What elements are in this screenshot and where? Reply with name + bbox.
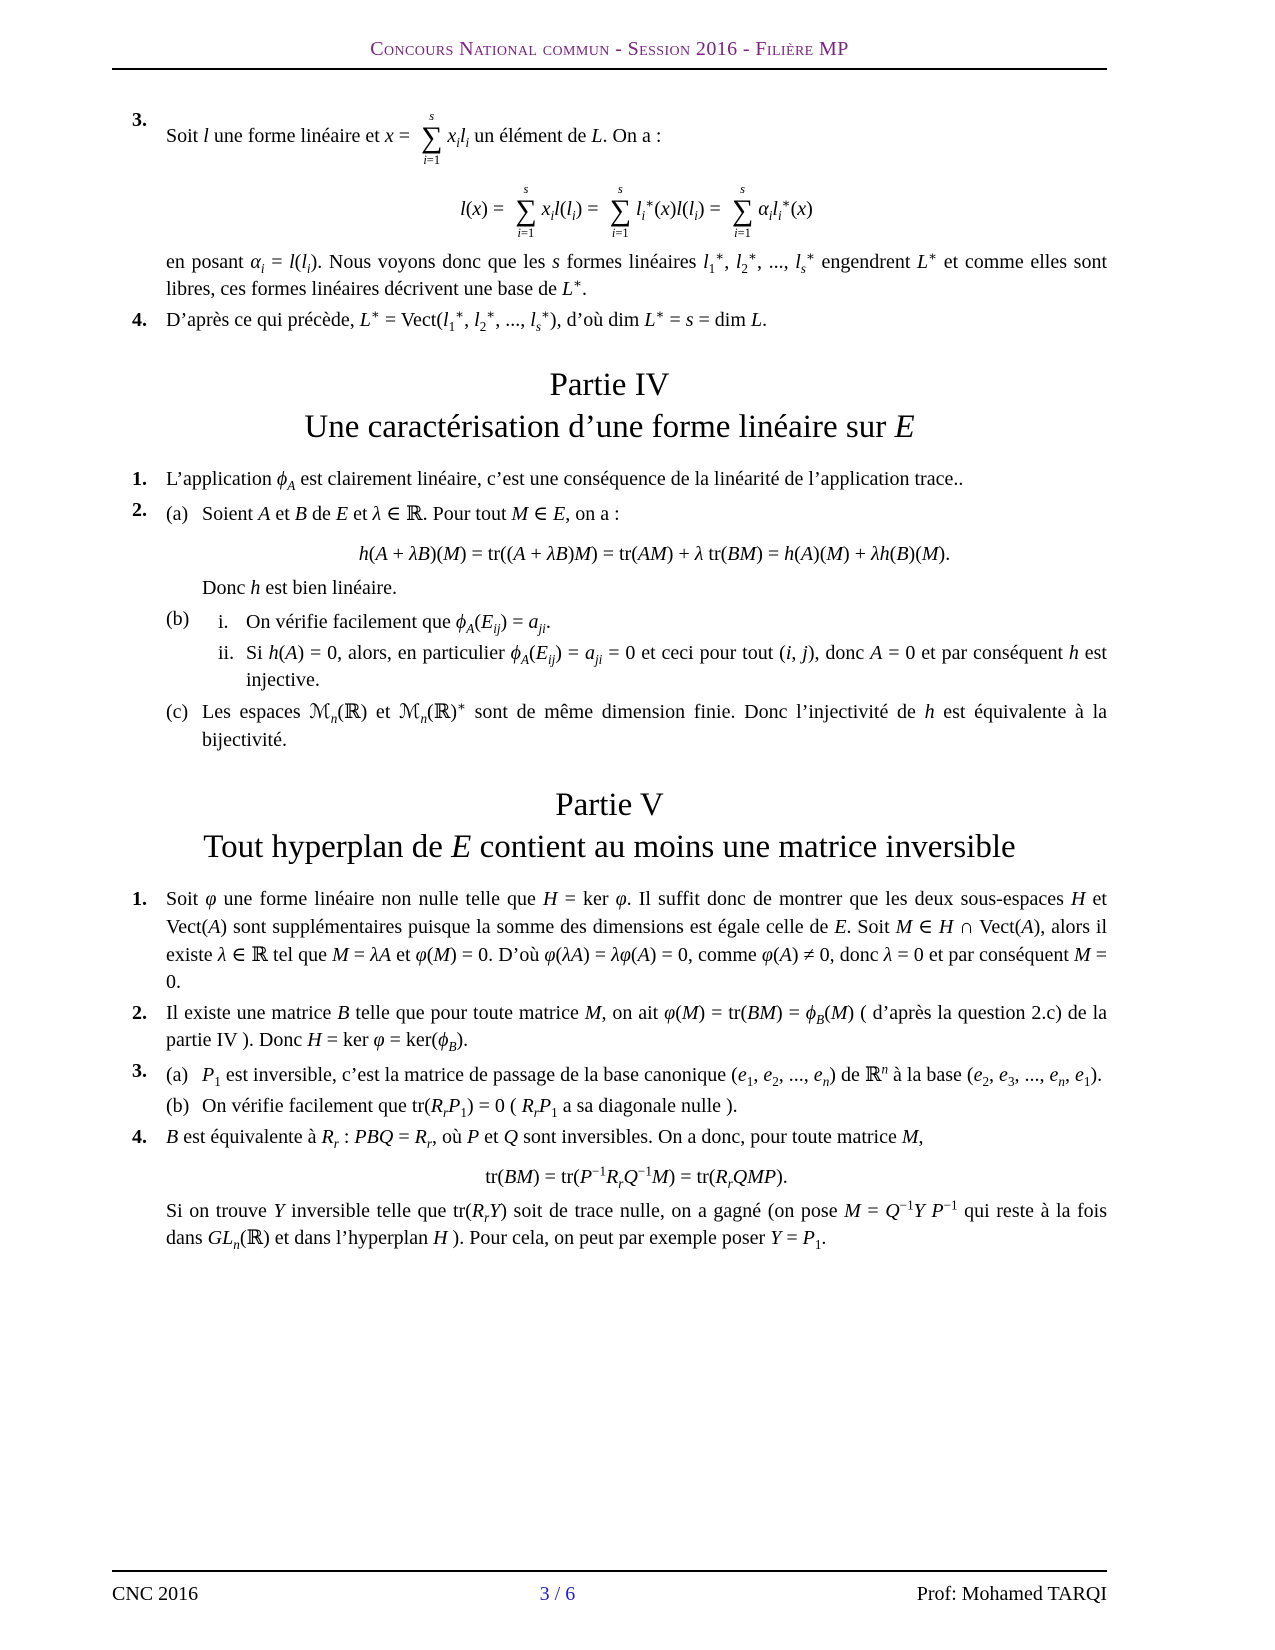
- part4-item-1: [132, 466, 1107, 494]
- part5-item-2-text: Il existe une matrice B telle que pour toute matrice M, on ait $\varphi(M) = tr(BM) = \phi_B(M)$ ( d’après la question 2.c) de la partie IV ). Donc H = ker $\varphi = ker(\phi_B)$.: [166, 1001, 1107, 1055]
- part5-item-4: [132, 1124, 1107, 1253]
- item-body: [166, 886, 1107, 996]
- header-title: Concours National commun - Session 2016 - Filière MP: [370, 38, 849, 60]
- sub-body: [202, 1062, 1107, 1090]
- item-number: 3.: [132, 1059, 147, 1082]
- part5-item-4-after: Si on trouve Y inversible telle que $tr(R_rY)$ soit de trace nulle, on a gagné (on pose $M = Q^{-1}Y$ $P^{-1}$ qui reste à la fois dans $GL_n(ℝ)$ et dans l’hyperplan H ). Pour cela, on peut par exemple poser $Y = P_1$.: [166, 1197, 1108, 1253]
- sub-body: [202, 501, 1107, 602]
- sub-body: [202, 1093, 1107, 1121]
- part5-subtitle: Tout hyperplan de E contient au moins une matrice inversible: [203, 829, 1016, 866]
- part4-2a-after: Donc h est bien linéaire.: [202, 576, 397, 599]
- item-3-lead: Soit l une forme linéaire et x = s ∑ i=1 $x_il_i$ un élément de L. On a :: [166, 109, 662, 168]
- item-number: 1.: [132, 888, 147, 911]
- sub-item-a: [166, 501, 1107, 602]
- part4-item-2: [132, 497, 1107, 754]
- item-4-text: D’après ce qui précède, $L^∗ = Vect(l_1^∗$, $l_2^∗$, ..., $l_s^∗$), d’où dim L∗ = s = dim L.: [166, 306, 768, 334]
- sub-item-b: [166, 1093, 1107, 1121]
- footer-author: Prof: Mohamed TARQI: [916, 1583, 1107, 1605]
- roman-label: i.: [218, 611, 229, 634]
- sub-label: (c): [166, 700, 189, 723]
- header-rule: [112, 68, 1107, 70]
- part5-item-2: [132, 1000, 1107, 1055]
- page-header: [112, 38, 1107, 70]
- top-list: [112, 107, 1107, 334]
- part5-3b-text: On vérifie facilement que $tr(R_rP_1) = 0$ ( $R_rP_1$ a sa diagonale nulle ).: [202, 1095, 738, 1121]
- document-content: [112, 104, 1107, 1256]
- item-body: [166, 1124, 1107, 1253]
- page-footer: [112, 1570, 1107, 1606]
- part5-item-1-text: Soit φ une forme linéaire non nulle telle que H = ker φ. Il suffit donc de montrer que les deux sous-espaces H et Vect(A) sont supplémentaires puisque la somme des dimensions est égale celle de E. Soit M ∈ H ∩ Vect(A), alors il existe λ ∈ ℝ tel que M = λA et φ(M) = 0. D’où φ(λA) = λφ(A) = 0, comme φ(A) ≠ 0, donc λ = 0 et par conséquent M = 0.: [166, 888, 1108, 994]
- footer-page-number[interactable]: 3 / 6: [539, 1583, 576, 1605]
- part4-item-1-text: L’application $\phi_A$ est clairement linéaire, c’est une conséquence de la linéarité de l’application trace..: [166, 468, 964, 494]
- equation-h-linear: h(A + λB)(M) = tr((A + λB)M) = tr(AM) + λ tr(BM) = h(A)(M) + λh(B)(M).: [358, 542, 951, 565]
- equation-trace: $tr(BM) = tr(P^{-1}R_rQ^{-1}M) = tr(R_rQMP)$.: [485, 1163, 788, 1191]
- sub-label: (b): [166, 1095, 190, 1118]
- sub-item-a: [166, 1062, 1107, 1090]
- part4-subtitle: Une caractérisation d’une forme linéaire sur E: [304, 409, 915, 446]
- footer-rule: [112, 1570, 1107, 1572]
- item-body: [166, 307, 1107, 335]
- footer-row: [112, 1583, 1107, 1606]
- part5-item-3: [132, 1058, 1107, 1121]
- item-number: 1.: [132, 468, 147, 491]
- part5-3a-text: $P_1$ est inversible, c’est la matrice de passage de la base canonique ($e_1$, $e_2$, ..., $e_n$) de ℝ$^n$ à la base ($e_2$, $e_3$, ..., $e_n$, $e_1$).: [202, 1061, 1103, 1089]
- part4-2b-i-text: On vérifie facilement que $\phi_A(E_{ij}) = a_{ji}$.: [246, 611, 551, 637]
- part4-2b-ii-text: Si h(A) = 0, alors, en particulier $\phi_A(E_{ij}) = a_{ji} = 0$ et ceci pour tout (i, j), donc A = 0 et par conséquent h est injective.: [246, 641, 1107, 692]
- item-body: [166, 497, 1107, 754]
- roman-item-ii: [218, 640, 1107, 695]
- list-item-4: [132, 307, 1107, 335]
- sub-label: (a): [166, 503, 189, 526]
- part4-title: Partie IV: [549, 367, 670, 404]
- equation-sum: l(x) = s ∑ i=1 $x_il(l_i)$ = s ∑ i=1 $l_i^∗(x)l(l_i)$ = s ∑ i=1 $\alpha_il_i^∗(x)$: [460, 181, 813, 241]
- item-body: [166, 1000, 1107, 1055]
- sub-item-c: [166, 699, 1107, 754]
- list-item-3: [132, 107, 1107, 304]
- sub-label: (a): [166, 1063, 189, 1086]
- sub-body: [202, 699, 1107, 754]
- roman-label: ii.: [218, 641, 235, 664]
- part5-item-4-lead: B est équivalente à $R_r$ : PBQ = $R_r$, où P et Q sont inversibles. On a donc, pour toute matrice M,: [166, 1126, 924, 1152]
- item-number: 2.: [132, 499, 147, 522]
- footer-exam-label: CNC 2016: [112, 1583, 199, 1605]
- item-body: [166, 107, 1107, 304]
- part4-2a-lead: Soient A et B de E et λ ∈ ℝ. Pour tout M ∈ E, on a :: [202, 503, 620, 526]
- part4-2c-text: Les espaces ℳ$_n$(ℝ) et ℳ$_n$(ℝ)∗ sont de même dimension finie. Donc l’injectivité de h est équivalente à la bijectivité.: [202, 698, 1108, 751]
- item-body: [166, 466, 1107, 494]
- sub-item-b: [166, 606, 1107, 695]
- sub-body: [202, 606, 1107, 695]
- roman-item-i: [218, 609, 1107, 637]
- item-body: [166, 1058, 1107, 1121]
- part5-item-1: [132, 886, 1107, 996]
- item-number: 4.: [132, 1126, 147, 1149]
- part5-title: Partie V: [555, 787, 664, 824]
- sub-label: (b): [166, 608, 190, 631]
- item-number: 2.: [132, 1001, 147, 1024]
- item-3-after: en posant $\alpha_i = l(l_i)$. Nous voyons donc que les s formes linéaires $l_1^∗$, $l_2^∗$, ..., $l_s^∗$ engendrent L∗ et comme elles sont libres, ces formes linéaires décrivent une base de L∗.: [166, 247, 1107, 301]
- item-number: 3.: [132, 109, 147, 131]
- part5-list: [112, 886, 1107, 1253]
- item-number: 4.: [132, 308, 147, 331]
- part4-list: [112, 466, 1107, 754]
